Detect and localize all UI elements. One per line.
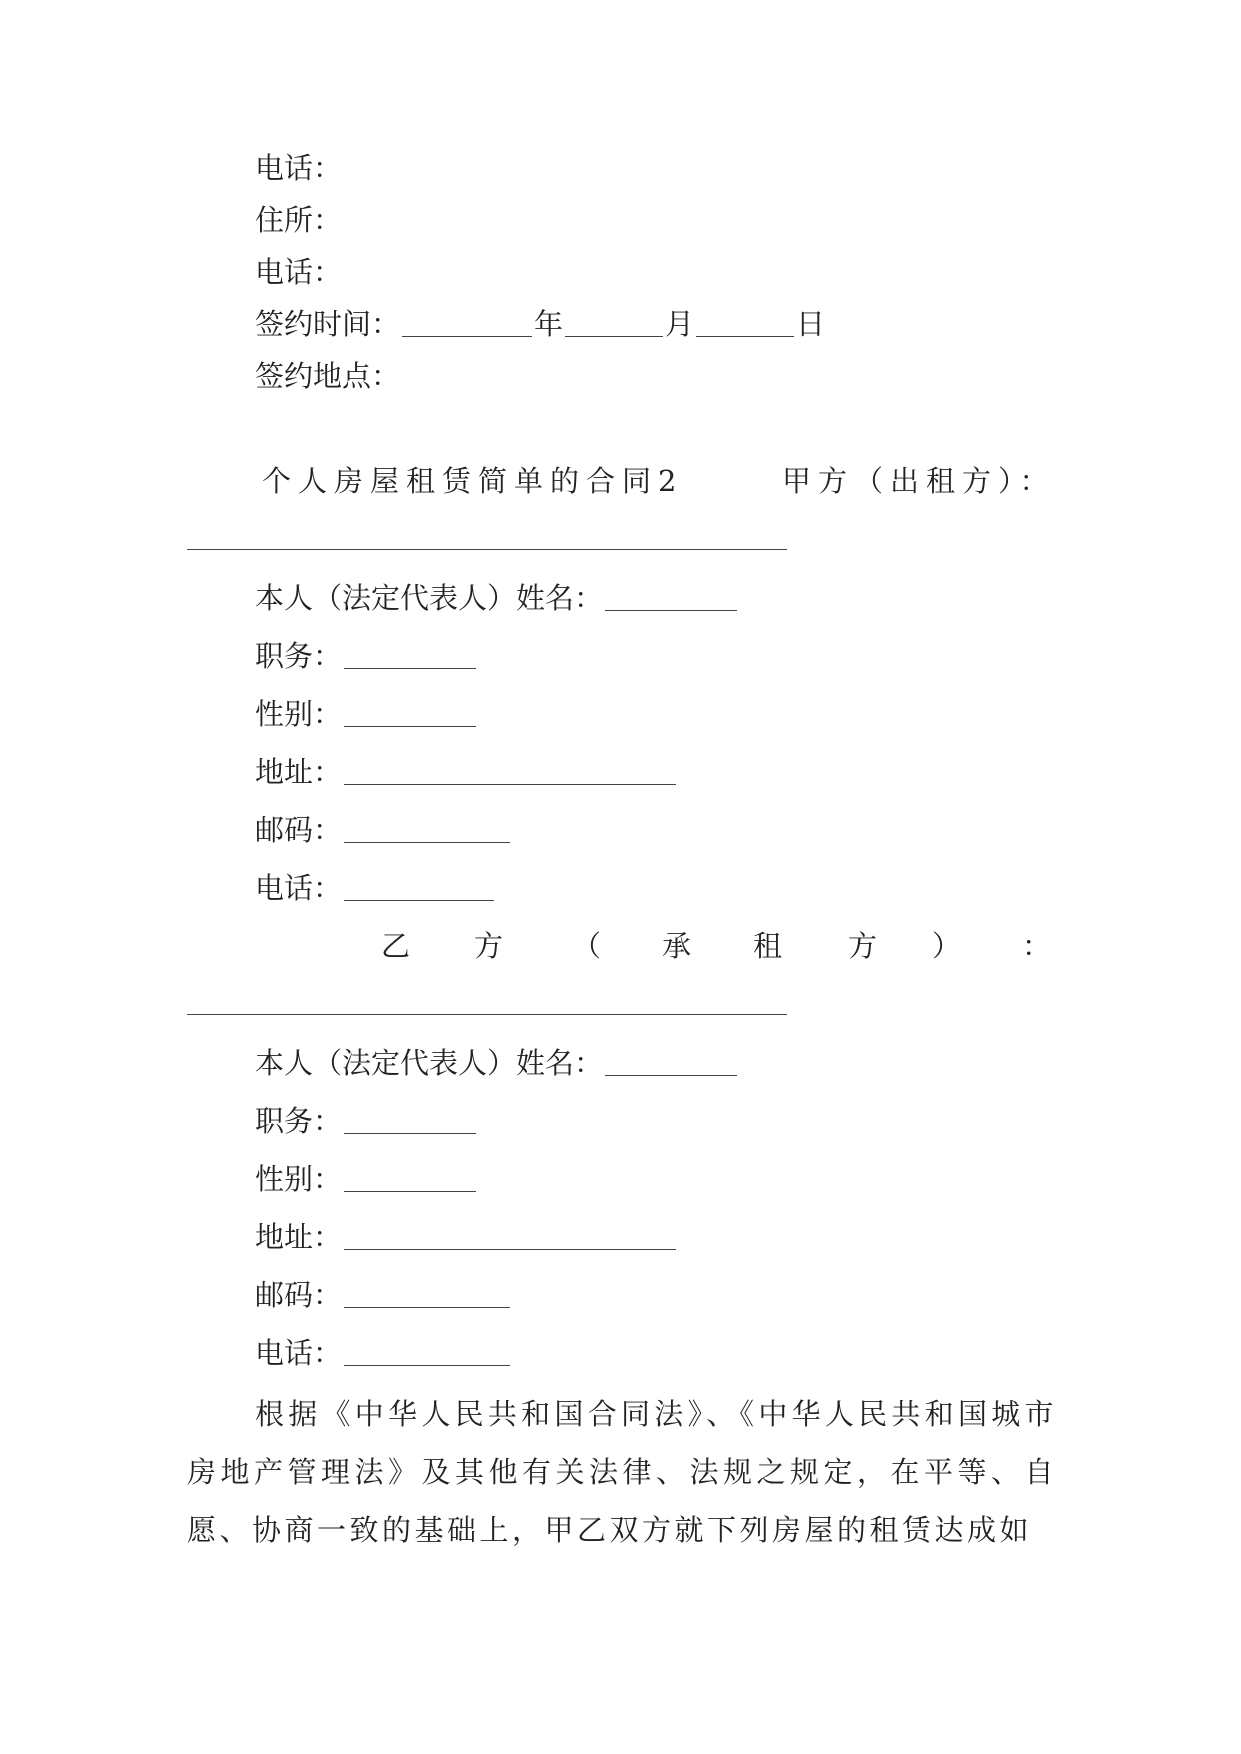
phone-line-1 xyxy=(0,142,1241,194)
party-a-name-field xyxy=(605,572,737,611)
address-line xyxy=(0,194,1241,246)
party-a-address-line xyxy=(0,746,1241,798)
party-b-postcode-label: 邮码： xyxy=(255,1278,343,1312)
phone-line-2 xyxy=(0,246,1241,298)
party-b-name-label: 本人（法定代表人）姓名： xyxy=(255,1046,604,1080)
party-b-gender-label: 性别： xyxy=(255,1162,343,1196)
party-a-address-label: 地址： xyxy=(255,755,343,789)
contract-heading-line xyxy=(0,455,1241,507)
party-a-address-field xyxy=(344,746,676,785)
party-b-char: 承 xyxy=(662,929,692,963)
party-a-postcode-line xyxy=(0,804,1241,856)
party-b-char: 方 xyxy=(474,929,504,963)
party-a-gender-label: 性别： xyxy=(255,697,343,731)
party-a-phone-field xyxy=(344,862,494,901)
intro-paragraph: 根据《中华人民共和国合同法》、《中华人民共和国城市房地产管理法》及其他有关法律、法规之规定，在平等、自愿、协商一致的基础上，甲乙双方就下列房屋的租赁达成如 xyxy=(187,1397,1057,1547)
party-b-position-line xyxy=(0,1095,1241,1147)
party-b-name-blank xyxy=(187,1014,787,1015)
party-b-phone-label: 电话： xyxy=(255,1336,343,1370)
contract-heading: 个人房屋租赁简单的合同2 xyxy=(262,464,684,498)
party-b-address-label: 地址： xyxy=(255,1220,343,1254)
party-b-address-field xyxy=(344,1211,676,1250)
signing-time-label: 签约时间： xyxy=(255,307,401,341)
signing-place-label: 签约地点： xyxy=(255,359,401,393)
party-a-phone-line xyxy=(0,862,1241,914)
party-a-position-label: 职务： xyxy=(255,639,343,673)
signing-time-line xyxy=(0,298,1241,350)
party-b-char: 乙 xyxy=(381,929,411,963)
party-b-gender-line xyxy=(0,1153,1241,1205)
phone-label: 电话： xyxy=(255,151,343,185)
party-a-gender-field xyxy=(344,688,476,727)
party-b-position-field xyxy=(344,1095,476,1134)
party-a-postcode-field xyxy=(344,804,510,843)
party-a-name-label: 本人（法定代表人）姓名： xyxy=(255,581,604,615)
party-b-postcode-line xyxy=(0,1269,1241,1321)
party-a-label: 甲方（出租方）： xyxy=(782,464,1056,498)
month-label: 月 xyxy=(665,307,695,341)
party-b-phone-line xyxy=(0,1327,1241,1379)
party-a-position-line xyxy=(0,630,1241,682)
party-a-name-line xyxy=(0,572,1241,624)
month-blank xyxy=(565,298,663,337)
party-b-address-line xyxy=(0,1211,1241,1263)
party-a-postcode-label: 邮码： xyxy=(255,813,343,847)
party-b-char: 租 xyxy=(753,929,783,963)
party-b-char: ） xyxy=(932,929,962,963)
party-a-position-field xyxy=(344,630,476,669)
party-b-char: ： xyxy=(1022,929,1052,963)
party-a-gender-line xyxy=(0,688,1241,740)
party-b-position-label: 职务： xyxy=(255,1104,343,1138)
phone-label: 电话： xyxy=(255,255,343,289)
party-b-char: 方 xyxy=(848,929,878,963)
address-label: 住所： xyxy=(255,203,343,237)
party-b-char: （ xyxy=(572,929,602,963)
party-b-phone-field xyxy=(344,1327,510,1366)
party-b-name-field xyxy=(605,1037,737,1076)
signing-place-line xyxy=(0,350,1241,402)
year-label: 年 xyxy=(534,307,564,341)
day-label: 日 xyxy=(796,307,826,341)
year-blank xyxy=(402,298,532,337)
day-blank xyxy=(696,298,794,337)
party-b-name-line xyxy=(0,1037,1241,1089)
party-b-label-line xyxy=(0,920,1241,972)
party-b-gender-field xyxy=(344,1153,476,1192)
party-a-phone-label: 电话： xyxy=(255,871,343,905)
party-b-postcode-field xyxy=(344,1269,510,1308)
party-a-name-blank xyxy=(187,549,787,550)
